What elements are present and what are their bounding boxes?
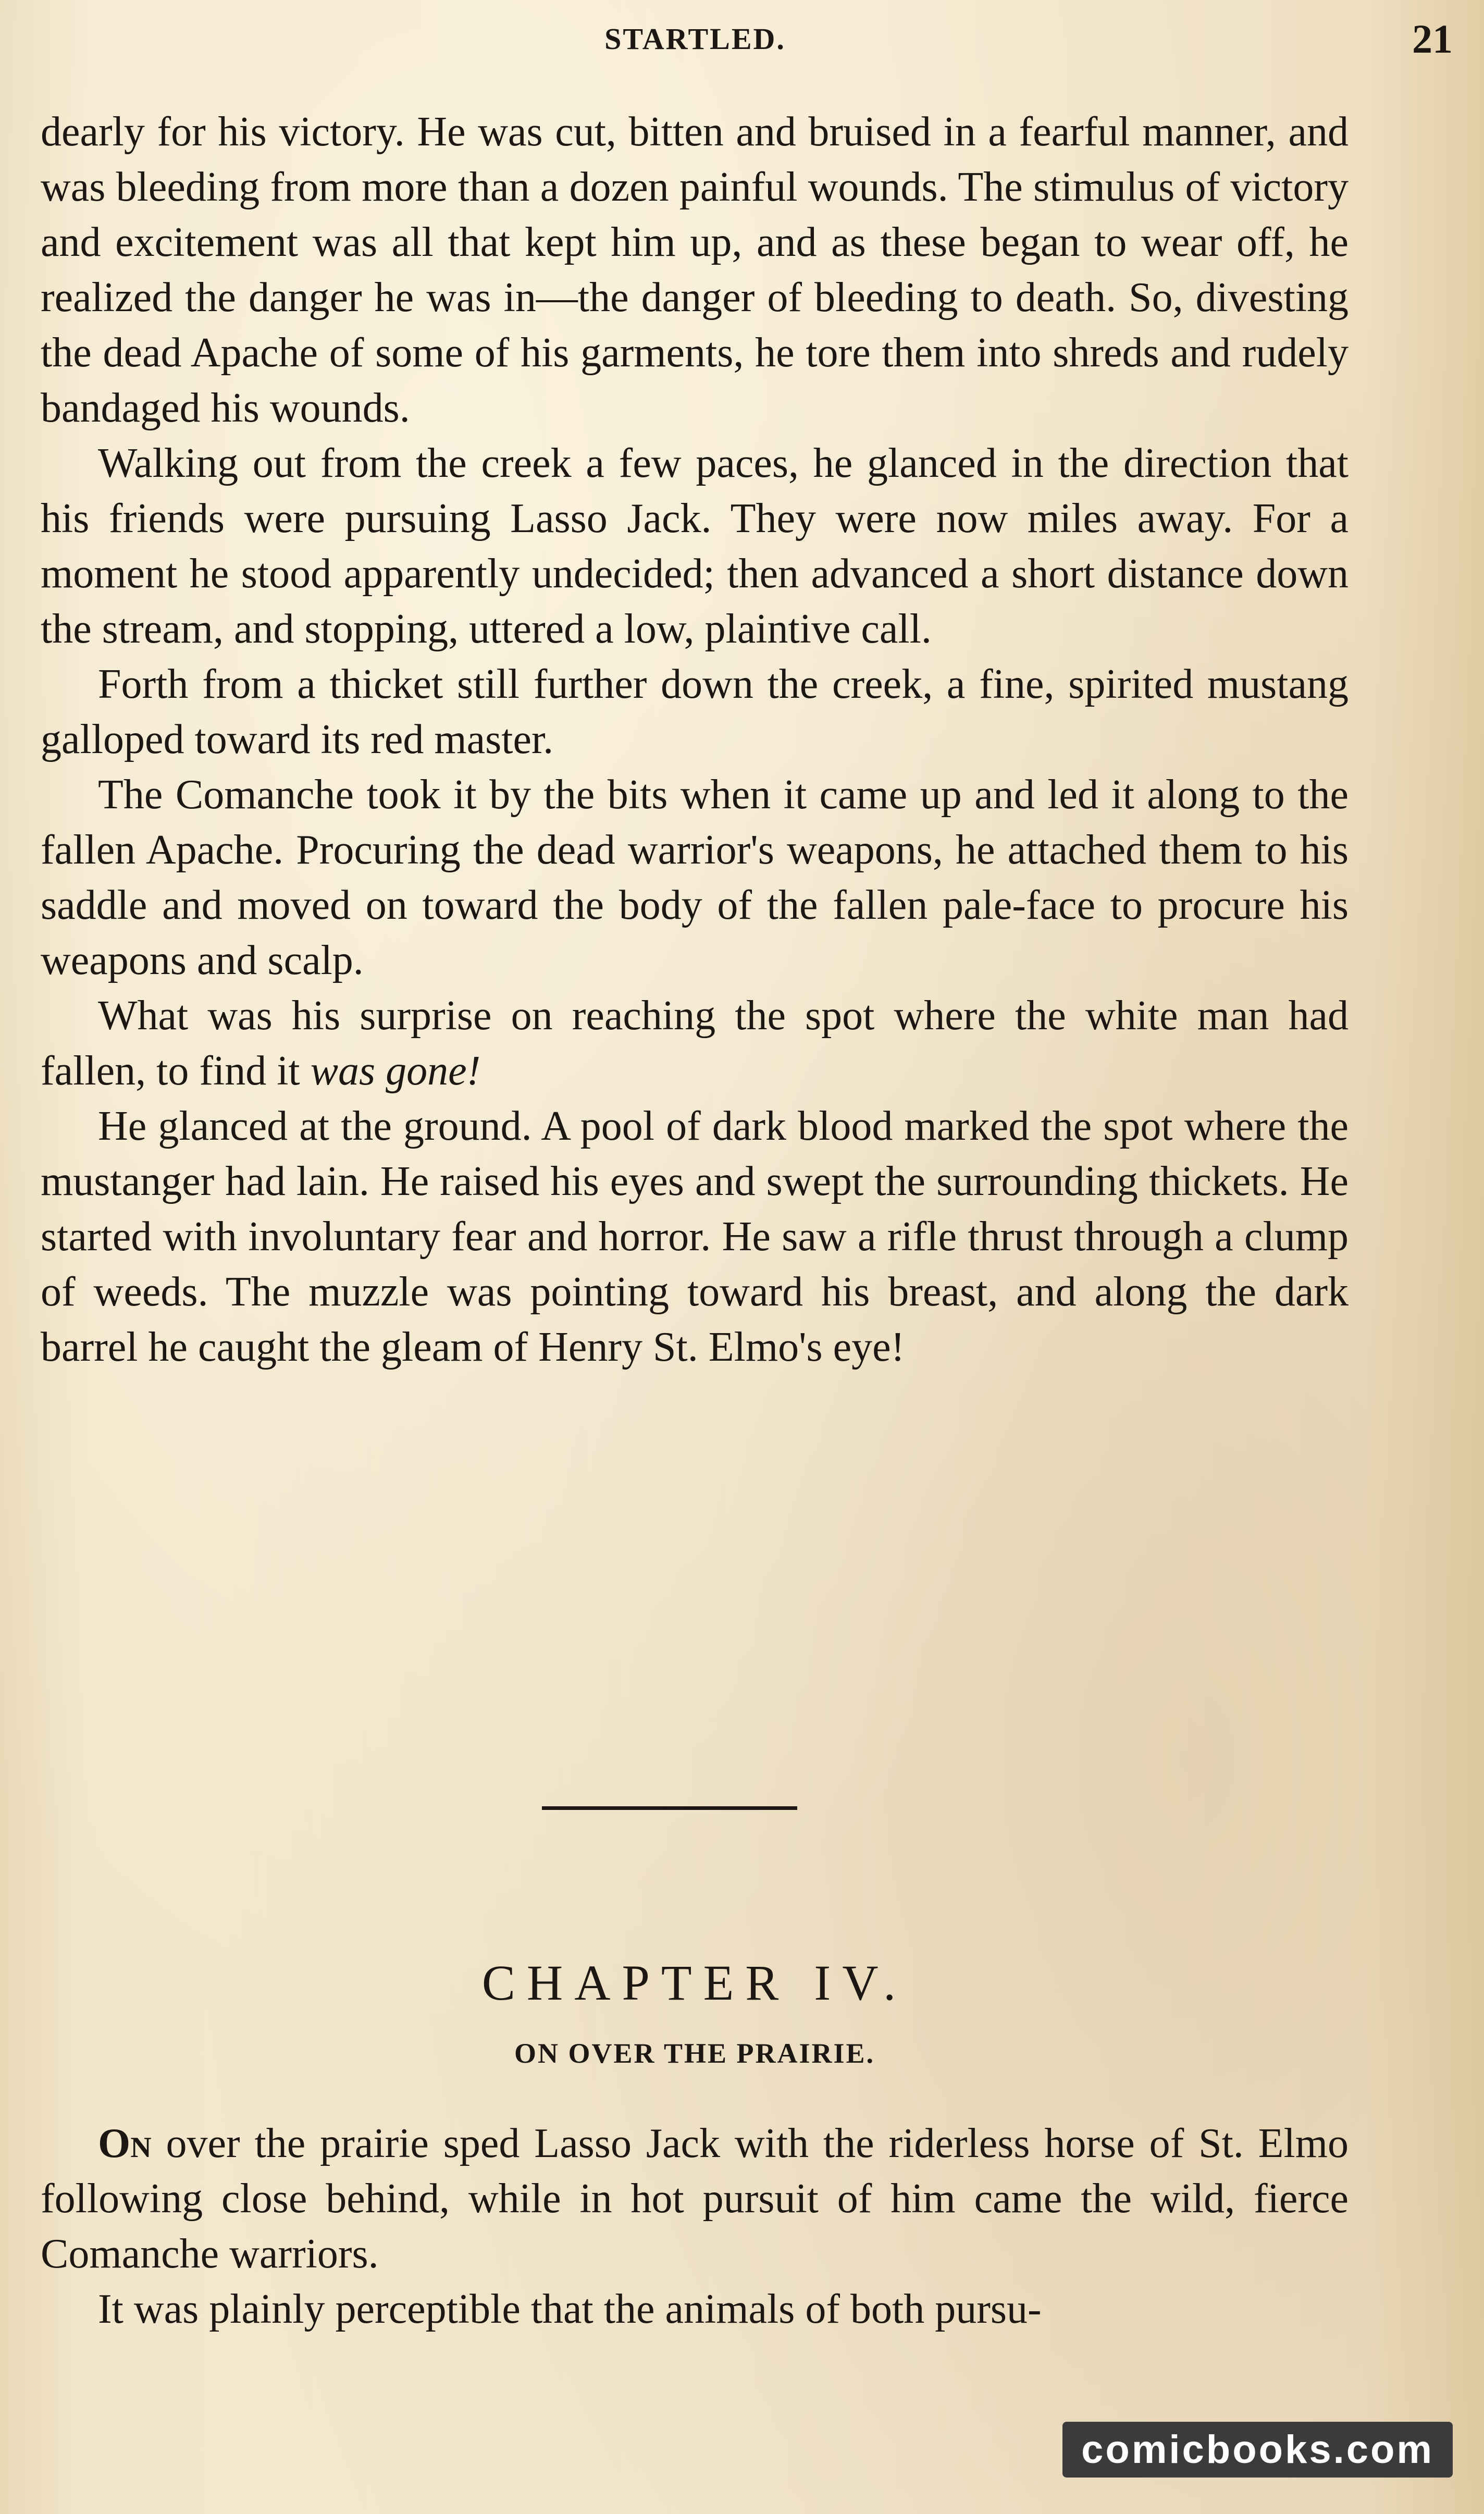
chapter-paragraph-1-text: over the prairie sped Lasso Jack with the riderless horse of St. Elmo following close behind, while in hot pursuit of him came the wild, fierce Comanche warriors. (41, 2121, 1349, 2277)
chapter-paragraph-1 (41, 2116, 1349, 2282)
paragraph-4: The Comanche took it by the bits when it came up and led it along to the fallen Apache. Procuring the dead warrior's weapons, he attached them to his saddle and moved on toward the body of the fallen pale-face to procure his weapons and scalp. (41, 772, 1349, 983)
paragraph-3: Forth from a thicket still further down the creek, a fine, spirited mustang galloped toward its red master. (41, 661, 1349, 762)
chapter-paragraph-2: It was plainly perceptible that the animals of both pursu- (98, 2286, 1042, 2332)
site-watermark: comicbooks.com (1062, 2422, 1453, 2478)
section-rule (542, 1806, 797, 1810)
page-number: 21 (1412, 16, 1453, 61)
running-head: STARTLED. (604, 22, 786, 56)
chapter-text (41, 2116, 1349, 2337)
paragraph-5-text: What was his surprise on reaching the spot where the white man had fallen, to find it (41, 993, 1349, 1094)
chapter-heading: CHAPTER IV. (481, 1955, 908, 2011)
emphasized-text: was gone! (310, 1048, 481, 1094)
page-header (42, 10, 1453, 68)
paragraph-2: Walking out from the creek a few paces, he glanced in the direction that his friends were pursuing Lasso Jack. They were now miles away. For a moment he stood apparently undecided; then advanced a short distance down the stream, and stopping, uttered a low, plaintive call. (41, 440, 1349, 652)
body-text (41, 104, 1349, 1375)
chapter-subtitle: ON OVER THE PRAIRIE. (514, 2038, 875, 2069)
paragraph-5 (41, 988, 1349, 1099)
opening-word: On (98, 2121, 152, 2166)
paragraph-6: He glanced at the ground. A pool of dark blood marked the spot where the mustanger had lain. He raised his eyes and swept the surrounding thickets. He started with involuntary fear and horror. He saw a rifle thrust through a clump of weeds. The muzzle was pointing toward his breast, and along the dark barrel he caught the gleam of Henry St. Elmo's eye! (41, 1103, 1349, 1370)
paragraph-1: dearly for his victory. He was cut, bitten and bruised in a fearful manner, and was bleeding from more than a dozen painful wounds. The stimulus of victory and excitement was all that kept him up, and as these began to wear off, he realized the danger he was in—the danger of bleeding to death. So, divesting the dead Apache of some of his garments, he tore them into shreds and rudely bandaged his wounds. (41, 109, 1349, 431)
